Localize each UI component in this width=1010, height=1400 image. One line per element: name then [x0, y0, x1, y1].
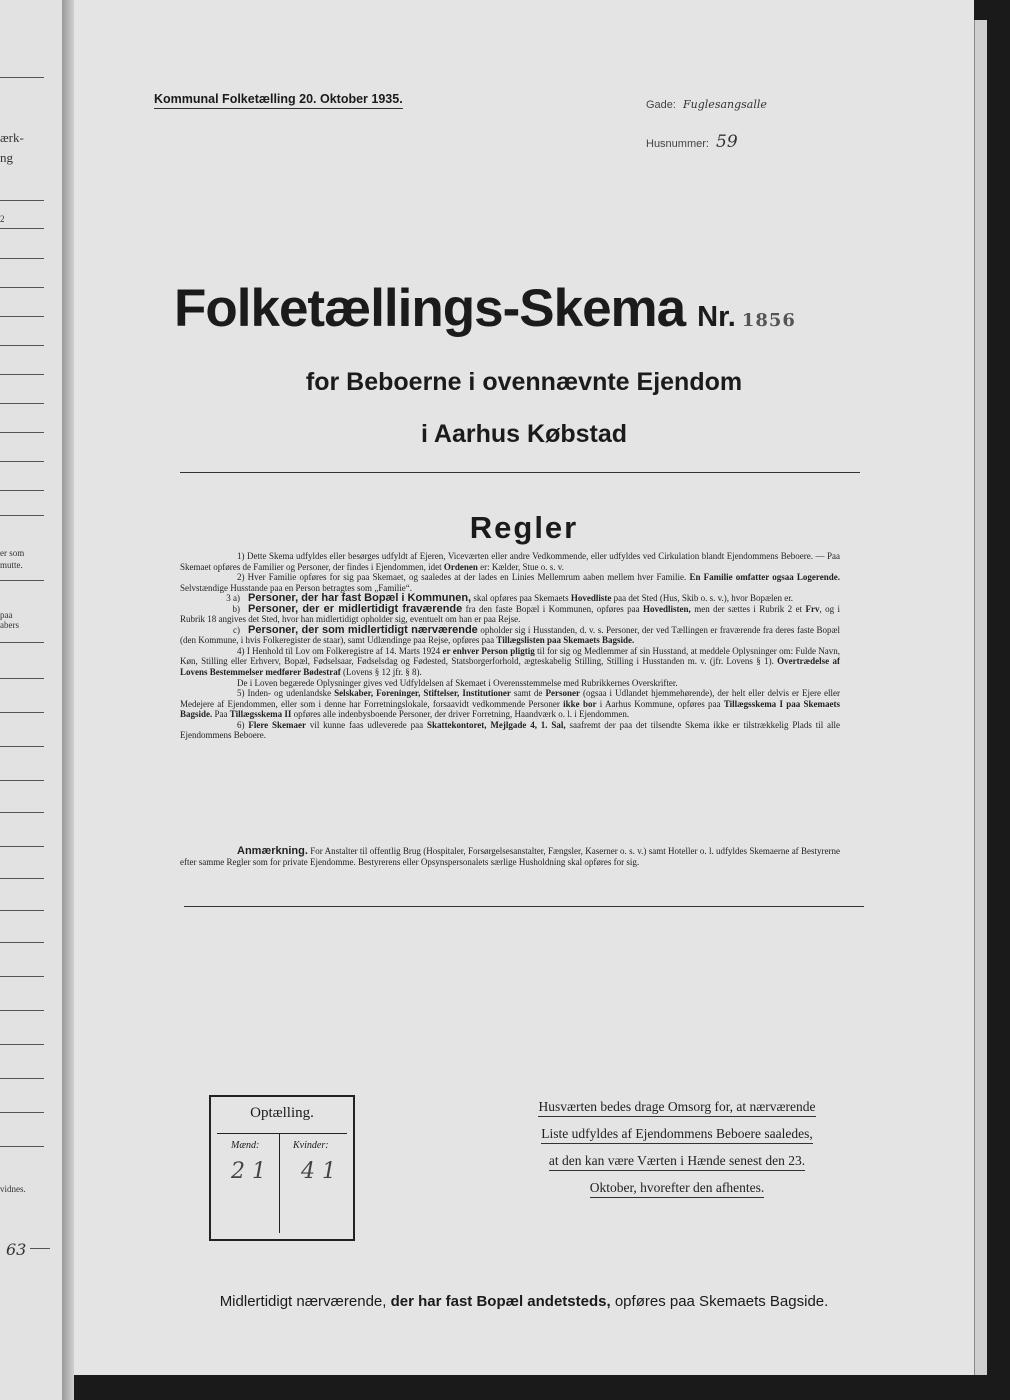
women-label: Kvinder:: [293, 1140, 329, 1151]
left-page-rule: [0, 942, 44, 943]
rule-4b: De i Loven begærede Oplysninger gives ved Udfyldelsen af Skemaet i Overensstemmelse med Rubrikkernes Overskrifter.: [237, 677, 678, 688]
left-page-rule: [0, 515, 44, 516]
left-page-rule: [0, 846, 44, 847]
left-page-fragment: er som: [0, 548, 25, 558]
form-title: [174, 278, 934, 339]
left-page-rule: [0, 812, 44, 813]
left-page-rule: [0, 374, 44, 375]
notice-line: at den kan være Værten i Hænde senest den 23.: [512, 1152, 842, 1179]
left-page-rule: [0, 712, 44, 713]
divider: [184, 906, 864, 907]
left-page-rule: [0, 287, 44, 288]
count-box-rule: [217, 1133, 347, 1134]
left-page-rule: [0, 490, 44, 491]
divider: [180, 472, 860, 473]
count-box-title: Optælling.: [250, 1105, 314, 1121]
left-page-fragment: vidnes.: [0, 1184, 26, 1194]
left-page-rule: [0, 746, 44, 747]
left-page-fragment: ærk-: [0, 130, 24, 145]
house-number-value: 59: [716, 132, 738, 152]
rule-6: 6) Flere Skemaer vil kunne faas udleverede paa Skattekontoret, Mejlgade 4, 1. Sal, saafremt der paa det tilsendte Skema ikke er tilstrækkelig Plads til alle Ejendommens Beboere.: [180, 719, 841, 741]
left-page-fragment: paa: [0, 610, 13, 620]
rules-text: [180, 551, 840, 741]
left-page-rule: [0, 976, 44, 977]
landlord-notice: [512, 1098, 842, 1206]
left-page-rule: [0, 228, 44, 229]
left-page-rule: [0, 910, 44, 911]
count-box: [209, 1095, 355, 1241]
form-subtitle-2: i Aarhus Købstad: [420, 420, 628, 448]
left-page-fragment: abers: [0, 620, 19, 630]
form-number-label: Nr.: [697, 301, 736, 333]
census-header: Kommunal Folketælling 20. Oktober 1935.: [154, 92, 403, 109]
rule-3c: c) Personer, der som midlertidigt nærværende opholder sig i Husstanden, d. v. s. Personer, der ved Tællingen er fraværende fra deres faste Bopæl (den Kommune, i hvis Folkeregister de staar), samt Udlændinge paa Rejse, opføres paa Tillægslisten paa Skemaets Bagside.: [180, 623, 840, 646]
annotation-note: [180, 846, 840, 868]
left-page-rule: [0, 403, 44, 404]
left-page-rule: [0, 432, 44, 433]
rule-4: 4) I Henhold til Lov om Folkeregistre af 14. Marts 1924 er enhver Person pligtig til for sig og Medlemmer af sin Husstand, at meddele Oplysninger om: Fulde Navn, Køn, Stilling eller Erhverv, Bopæl, Fødselsaar, Fødselsdag og Fødested, Statsborgerforhold, ægteskabelig Stilling, Stilling i Husstanden m. v. (jfr. Lovens § 1). Overtrædelse af Lovens Bestemmelser medfører Bødestraf (Lovens § 12 jfr. § 8).: [180, 645, 841, 678]
left-page-rule: [0, 780, 44, 781]
left-page-fragment: 2: [0, 214, 5, 224]
count-box-divider: [279, 1133, 280, 1233]
form-number-value: 1856: [741, 310, 796, 331]
left-page-rule: [0, 1112, 44, 1113]
rule-2: 2) Hver Familie opføres for sig paa Skemaet, og saaledes at der lades en Linies Mellemrum aaben mellem hver Familie. En Familie omfatter ogsaa Logerende. Selvstændige Husstande paa en Person betragtes som „Familie“.: [180, 572, 840, 593]
left-page-rule: [0, 1044, 44, 1045]
men-label: Mænd:: [231, 1140, 260, 1151]
left-page-rule: [0, 258, 44, 259]
rule-1: 1) Dette Skema udfyldes eller besørges udfyldt af Ejeren, Viceværten eller andre Vedkommende, eller udfyldes ved Cirkulation blandt Ejendommens Beboere. — Paa Skemaet opføres de Familier og Personer, der findes i Ejendommen, idet Ordenen er: Kælder, Stue o. s. v.: [180, 551, 840, 572]
men-count: 2 1: [231, 1159, 266, 1184]
left-page-rule: [0, 200, 44, 201]
left-page-rule: [0, 878, 44, 879]
notice-line: Liste udfyldes af Ejendommens Beboere saaledes,: [512, 1125, 842, 1152]
left-page-rule: [0, 678, 44, 679]
women-count: 4 1: [301, 1159, 336, 1184]
left-page-fragment: mutte.: [0, 560, 23, 570]
page-edge: [974, 20, 987, 1375]
left-page-fragment: ng: [0, 150, 13, 165]
left-page-rule: [0, 461, 44, 462]
left-page-rule: [0, 1146, 44, 1147]
left-page-rule: [0, 1010, 44, 1011]
rule-5: 5) Inden- og udenlandske Selskaber, Foreninger, Stiftelser, Institutioner samt de Personer (ogsaa i Udlandet hjemmehørende), der helt eller delvis er Ejere eller Medejere af Ejendommen, eller som i denne har Forretningslokale, forsaavidt vedkommende Personer ikke bor i Aarhus Kommune, opføres paa Tillægsskema I paa Skemaets Bagside. Paa Tillægsskema II opføres alle indenbysboende Personer, der driver Forretning, Haandværk o. l. i Ejendommen.: [180, 688, 841, 720]
left-page-rule: [0, 316, 44, 317]
left-facing-page: [0, 0, 64, 1400]
left-page-rule: [0, 77, 44, 78]
notice-line: Oktober, hvorefter den afhentes.: [512, 1179, 842, 1206]
left-page-handwritten-number: 63: [6, 1240, 27, 1259]
left-page-rule: [0, 345, 44, 346]
left-page-rule: [0, 642, 44, 643]
rule-3a: 3 a) Personer, der har fast Bopæl i Kommunen, skal opføres paa Skemaets Hovedliste paa det Sted (Hus, Skib o. s. v.), hvor Bopælen er.: [226, 592, 793, 605]
rule-3b: b) Personer, der er midlertidigt fraværende fra den faste Bopæl i Kommunen, opføres paa Hovedlisten, men der sættes i Rubrik 2 et Frv, og i Rubrik 18 angives det Sted, hvor han midlertidigt opholder sig, eventuelt om han er paa Rejse.: [180, 602, 841, 625]
note-heading: Anmærkning.: [237, 845, 308, 857]
notice-line: Husværten bedes drage Omsorg for, at nærværende: [512, 1098, 842, 1125]
form-title-main: Folketællings-Skema: [174, 279, 686, 338]
left-page-rule: [0, 580, 44, 581]
footer-note: Midlertidigt nærværende, der har fast Bopæl andetsteds, opføres paa Skemaets Bagside.: [219, 1293, 829, 1310]
form-subtitle-1: for Beboerne i ovennævnte Ejendom: [305, 368, 743, 396]
house-number-field: [646, 132, 738, 152]
street-label: Gade:: [646, 99, 676, 111]
book-spine: [62, 0, 74, 1400]
street-field: [646, 98, 767, 111]
street-value: Fuglesangsalle: [683, 98, 767, 111]
left-page-rule: [0, 1078, 44, 1079]
rules-heading: Regler: [469, 510, 579, 545]
note-text: For Anstalter til offentlig Brug (Hospitaler, Forsørgelsesanstalter, Fængsler, Kaserner o. s. v.) samt Hoteller o. l. udfyldes Skemaerne af Bestyrerne efter samme Regler som for private Ejendomme. Bestyrerens eller Opsynspersonalets særlige Husholdning skal opføres for sig.: [180, 846, 841, 867]
census-form-page: [74, 0, 974, 1375]
house-number-label: Husnummer:: [646, 138, 709, 150]
left-page-rule: [30, 1248, 50, 1249]
